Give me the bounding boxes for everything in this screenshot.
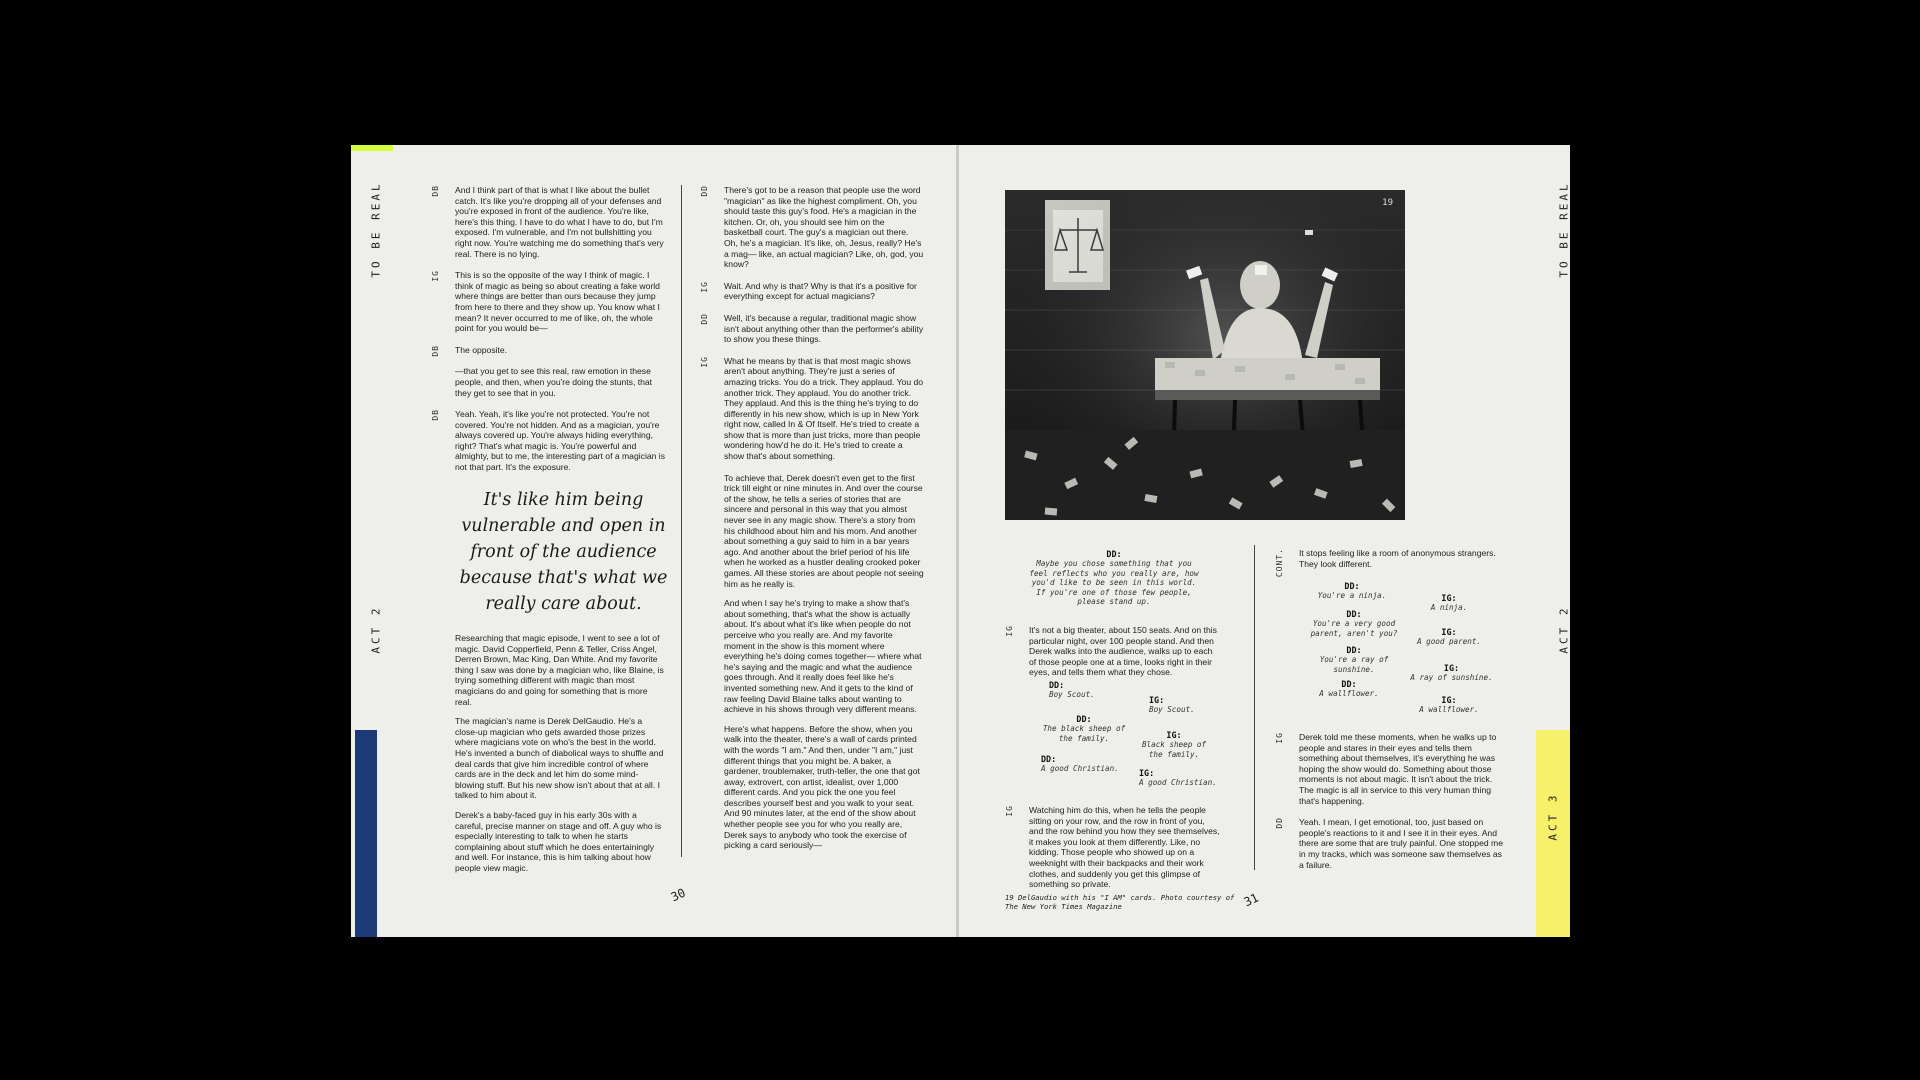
exchange-line — [1139, 769, 1217, 788]
dialogue-text: And I think part of that is what I like about the bullet catch. It's like you're dropping all of your defenses and you're exposed in front of the audience. You're like, here's this thing. I have to do what I have to do, but I'm exposed. I'm vulnerable, and I'm not bullshitting you right now. You're watching me do something that's very real. There is no lying. — [455, 185, 664, 259]
dialogue-block — [1005, 805, 1221, 890]
dialogue-block — [431, 270, 665, 334]
performance-photo — [1005, 190, 1405, 520]
exchange-block-2 — [1304, 582, 1504, 714]
paragraph: And when I say he's trying to make a show that's about something, that's what the show is actually about. It's about what it's like when people do not perceive who you really are. And my favorite moment in the show is this moment where everything he's doing comes together— where what he's saying and the magic and what the audience goes through. And it really does feel like he's invented something new. And it gets to the kind of raw feeling David Blaine talks about wanting to achieve in his shows through very different means. — [724, 598, 922, 715]
script-line: A ray of sunshine. — [1410, 673, 1493, 683]
exchange-line — [1149, 696, 1195, 715]
exchange-line — [1414, 594, 1484, 613]
act-label-3: ACT 3 — [1546, 792, 1560, 841]
dialogue-block — [700, 312, 924, 345]
right-page — [959, 145, 1570, 937]
page-number-right: 31 — [1241, 890, 1261, 910]
act-label-right: ACT 2 — [1557, 605, 1570, 654]
left-column-2 — [700, 185, 924, 860]
speaker-tag: DD — [1275, 817, 1284, 829]
photo-number: 19 — [1382, 198, 1393, 208]
exchange-line — [1041, 755, 1119, 774]
magazine-spread — [351, 145, 1570, 937]
script-speaker: IG: — [1139, 768, 1155, 778]
page-number-left: 30 — [668, 885, 688, 905]
column-rule — [681, 185, 682, 857]
script-speaker: IG: — [1443, 663, 1460, 673]
script-line: Maybe you chose something that you feel reflects who you really are, how you'd like to be seen in this world. If you're one of those few people, please stand up. — [1029, 559, 1199, 607]
exchange-line — [1409, 696, 1489, 715]
script-line: You're a very good parent, aren't you? — [1310, 619, 1398, 638]
dialogue-text: It stops feeling like a room of anonymous strangers. They look different. — [1299, 548, 1496, 569]
dialogue-text: The opposite. — [455, 344, 508, 355]
dialogue-block — [700, 185, 924, 270]
speaker-tag: DB — [431, 185, 440, 197]
right-column-1-bottom — [1005, 805, 1221, 901]
blue-section-bar — [355, 730, 377, 937]
exchange-line — [1049, 681, 1095, 700]
script-line: A good Christian. — [1041, 764, 1119, 774]
exchange-line — [1409, 628, 1489, 647]
script-line: You're a ninja. — [1317, 591, 1387, 601]
dialogue-block — [431, 409, 666, 473]
speaker-tag: DB — [431, 344, 440, 357]
speaker-tag: CONT. — [1275, 548, 1284, 578]
script-line: Boy Scout. — [1149, 705, 1195, 715]
left-column-1-narration — [455, 633, 665, 882]
exchange-line — [1309, 646, 1399, 674]
running-head-left: TO BE REAL — [369, 181, 383, 278]
act-3-tab — [1536, 730, 1570, 937]
pull-quote: It's like him being vulnerable and open in front of the audience because that's what we really care about. — [459, 490, 668, 614]
speaker-tag: DB — [431, 409, 440, 421]
dialogue-block — [1275, 548, 1507, 578]
dd-script-block — [1029, 550, 1199, 606]
dialogue-block — [1275, 817, 1507, 870]
exchange-line — [1304, 610, 1404, 638]
script-line: A good Christian. — [1139, 778, 1217, 788]
speaker-tag: IG — [431, 270, 440, 282]
speaker-tag: IG — [1275, 732, 1284, 744]
column-rule — [1254, 545, 1255, 870]
right-column-2-bottom — [1275, 732, 1507, 881]
speaker-tag: IG — [700, 280, 709, 293]
exchange-line — [1039, 715, 1129, 743]
dialogue-text: What he means by that is that most magic shows aren't about anything. They're just a series of amazing tricks. You do a trick. They applaud. You do another trick. They applaud. You do another trick. They applaud. And this is the thing he's trying to do differently in his new show, which is up in New York right now, called In & Of Itself. He's tried to create a show that is more than just tricks, more than people wondering how'd he do it. He's tried to create a show that's about something. — [724, 355, 924, 462]
script-line: Boy Scout. — [1049, 690, 1095, 700]
dialogue-block — [431, 344, 665, 357]
photo-caption: 19 DelGaudio with his "I AM" cards. Photo courtesy of The New York Times Magazine — [1005, 893, 1235, 911]
dialogue-text: Well, it's because a regular, traditional magic show isn't about anything other than the performer's ability to show you these things. — [724, 312, 924, 345]
dialogue-block — [1275, 732, 1507, 806]
script-line: A wallflower. — [1419, 705, 1479, 715]
dialogue-text: —that you get to see this real, raw emotion in these people, and then, when you're doing the stunts, that they get to see that in you. — [455, 366, 653, 398]
script-speaker: IG: — [1149, 695, 1165, 705]
exchange-line — [1404, 664, 1499, 683]
dialogue-text: This is so the opposite of the way I think of magic. I think of magic as being so about creating a fake world where things are better than ours because they jump from here to there and they show up. You know what I mean? It never occurred to me of like, oh, the whole point for you would be— — [455, 270, 660, 334]
script-speaker: DD: — [1344, 581, 1360, 591]
script-line: A ninja. — [1430, 603, 1468, 613]
dialogue-text: Yeah. Yeah, it's like you're not protected. You're not covered. You're not hidden. And as a magician, you're always covered up. You're always hiding everything, right? That's what magic is. You're powerful and almighty, but to me, the interesting part of a magician is not that part. It's the exposure. — [455, 409, 666, 473]
speaker-tag: DD — [700, 185, 709, 197]
paragraph: Here's what happens. Before the show, when you walk into the theater, there's a wall of cards printed with the words "I am." And then, under "I am," just different things that you might be. A baker, a gardener, troublemaker, truth-teller, the one that got away, extrovert, con artist, idealist, over 1,000 different cards. And you pick the one you feel describes yourself best and you walk to your seat. And 90 minutes later, at the end of the show about whether people see you for who you really are, Derek says to anybody who took the exercise of picking a card seriously— — [724, 723, 920, 851]
script-line: Black sheep of the family. — [1141, 740, 1206, 759]
left-column-1 — [431, 185, 666, 484]
paragraph: Researching that magic episode, I went to see a lot of magic. David Copperfield, Penn & Teller, Criss Angel, Derren Brown, Mac King, Dan White. And my favorite thing I saw was done by a magician who, like Blaine, is trying something different with magic than most magicians do and going for something that is more real. — [455, 633, 664, 707]
exchange-block-1 — [1039, 681, 1219, 787]
script-speaker: IG: — [1166, 730, 1182, 740]
left-page — [351, 145, 956, 937]
dialogue-block — [700, 355, 924, 462]
script-speaker: DD: — [1076, 714, 1092, 724]
photo-illustration — [1005, 190, 1405, 520]
script-speaker: IG: — [1441, 695, 1457, 705]
right-column-2 — [1275, 548, 1507, 580]
dialogue-text: Yeah. I mean, I get emotional, too, just based on people's reactions to it and I see it in their eyes. And there are some that are truly painful. One stopped me in my tracks, which was someone saw themselves as a failure. — [1299, 817, 1503, 870]
script-speaker: DD: — [1049, 680, 1065, 690]
dialogue-block — [431, 185, 665, 259]
script-line: A wallflower. — [1319, 689, 1379, 699]
act-label-left: ACT 2 — [369, 605, 383, 654]
exchange-line — [1309, 680, 1389, 699]
dialogue-text: Derek told me these moments, when he walks up to people and stares in their eyes and tells them something about themselves, it's everything he was hoping the show would do. Something about those moments is not about magic. It isn't about the trick. The magic is all in service to this very human thing that's happening. — [1299, 732, 1497, 806]
speaker-tag: IG — [700, 355, 709, 368]
script-speaker: DD: — [1106, 549, 1122, 559]
exchange-line — [1134, 731, 1214, 759]
script-line: You're a ray of sunshine. — [1319, 655, 1389, 674]
speaker-tag: DD — [700, 312, 709, 325]
dialogue-block — [455, 366, 665, 398]
running-head-right: TO BE REAL — [1557, 181, 1570, 278]
paragraph: Derek's a baby-faced guy in his early 30s with a careful, precise manner on stage and off. A guy who is especially interesting to talk to when he starts complaining about stuff which he does entertainingly and well. For instance, this is him talking about how people view magic. — [455, 809, 662, 873]
green-tab-marker — [351, 145, 393, 151]
script-speaker: DD: — [1041, 754, 1057, 764]
dialogue-text: Watching him do this, when he tells the people sitting on your row, and the row in front of you, and the row behind you how they see themselves, it makes you look at them differently. Like, no kidding. Those people who showed up on a weeknight with their backpacks and their work clothes, and suddenly you get this glimpse of something so private. — [1029, 805, 1220, 890]
speaker-tag: IG — [1005, 625, 1014, 637]
dialogue-text: There's got to be a reason that people use the word "magician" as like the highest compliment. Oh, you should taste this guy's food. He's a magician in the kitchen. Or, oh, you should see him on the basketball court. The guy's a magician out there. Oh, he's a magician. It's like, oh, Jesus, really? He's a mag— like, an actual magician? Like, oh, god, you know? — [724, 185, 924, 270]
exchange-line — [1312, 582, 1392, 601]
script-speaker: IG: — [1441, 593, 1457, 603]
dialogue-text: Wait. And why is that? Why is that it's a positive for everything except for actual magicians? — [724, 280, 917, 302]
speaker-tag: IG — [1005, 805, 1014, 817]
script-speaker: IG: — [1441, 627, 1457, 637]
paragraph: The magician's name is Derek DelGaudio. He's a close-up magician who gets awarded those prizes where magicians vote on who's the best in the world. He's invented a bunch of diabolical ways to shuffle and deal cards that give him incredible control of where cards are in the deck and let him do some mind-blowing stuff. But his new show isn't about that at all. I talked to him about it. — [455, 716, 664, 801]
dialogue-text: It's not a big theater, about 150 seats. And on this particular night, over 100 people stand. And then Derek walks into the audience, walks up to each of those people one at a time, looks right in their eyes, and tells them what they chose. — [1029, 625, 1217, 678]
script-line: The black sheep of the family. — [1042, 724, 1126, 743]
script-line: A good parent. — [1416, 637, 1481, 647]
script-speaker: DD: — [1346, 645, 1362, 655]
dialogue-block — [1005, 625, 1221, 678]
paragraph: To achieve that, Derek doesn't even get to the first trick till eight or nine minutes in. And over the course of the show, he tells a series of stories that are sincere and personal in this way that you almost never see in any magic show. There's a story from his childhood about him and his mom. And another about something a guy said to him in a bar years ago. And another about the brief period of his life when he worked as a hustler dealing crooked poker games. All these stories are about people not seeing him as he really is. — [724, 472, 924, 589]
script-speaker: DD: — [1346, 609, 1362, 619]
dialogue-block — [700, 280, 924, 302]
script-speaker: DD: — [1341, 679, 1357, 689]
